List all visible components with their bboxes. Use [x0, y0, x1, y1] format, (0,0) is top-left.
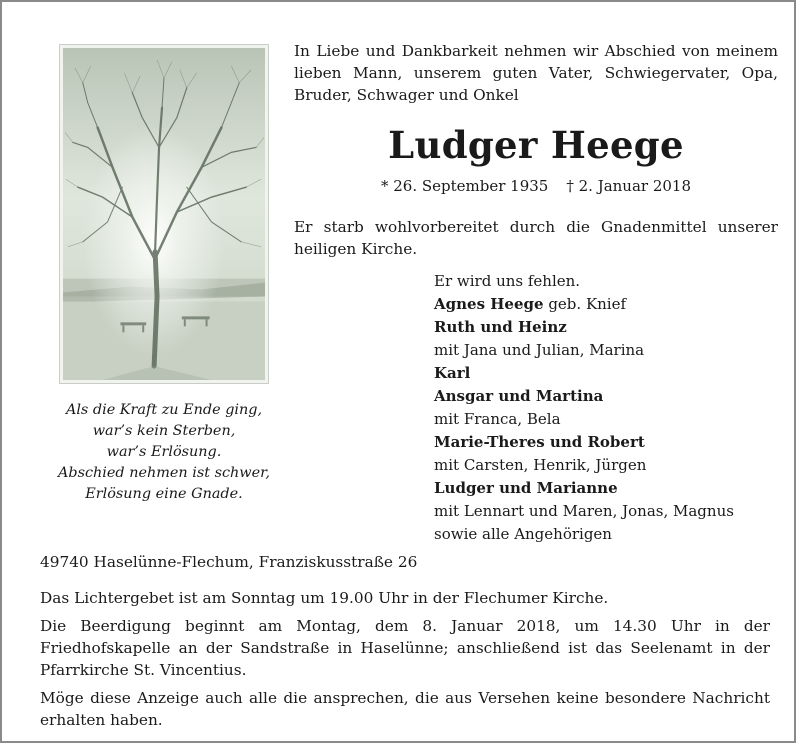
verse-line: Als die Kraft zu Ende ging, [65, 402, 263, 418]
address: 49740 Haselünne-Flechum, Franziskusstraße 26 [40, 553, 418, 571]
life-dates [294, 177, 778, 195]
mourner-name: Ruth und Heinz [434, 318, 567, 336]
notice-remark: Möge diese Anzeige auch alle die ansprechen, die aus Versehen keine besondere Nachricht erhalten haben. [40, 689, 770, 729]
verse-line: Abschied nehmen ist schwer, [57, 465, 271, 481]
verse [42, 400, 286, 505]
verse-line: Erlösung eine Gnade. [85, 486, 243, 502]
verse-line: war’s kein Sterben, [92, 423, 236, 439]
mourner-name: Ansgar und Martina [434, 387, 604, 405]
mourners-closing: sowie alle Angehörigen [434, 525, 612, 543]
mourner-children: mit Franca, Bela [434, 410, 561, 428]
prayer-info: Das Lichtergebet ist am Sonntag um 19.00 Uhr in der Flechumer Kirche. [40, 589, 609, 607]
faith-text: Er starb wohlvorbereitet durch die Gnadenmittel unserer heiligen Kirche. [294, 218, 778, 258]
mourners-opening: Er wird uns fehlen. [434, 272, 581, 290]
tree-in-sunlight-photo [63, 48, 265, 380]
mourner-children: mit Carsten, Henrik, Jürgen [434, 456, 647, 474]
mourner-name: Agnes Heege [434, 295, 544, 313]
death-date: † 2. Januar 2018 [566, 177, 692, 195]
deceased-name: Ludger Heege [388, 123, 684, 167]
tree-photo [59, 44, 269, 384]
birth-date: * 26. September 1935 [380, 177, 549, 195]
mourner-name: Ludger und Marianne [434, 479, 618, 497]
mourner-entry [434, 293, 784, 316]
intro-text: In Liebe und Dankbarkeit nehmen wir Abschied von meinem lieben Mann, unserem guten Vater, Schwiegervater, Opa, Bruder, Schwager und Onkel [294, 42, 778, 104]
funeral-info: Die Beerdigung beginnt am Montag, dem 8. Januar 2018, um 14.30 Uhr in der Friedhofskapelle an der Sandstraße in Haselünne; anschließend ist das Seelenamt in der Pfarrkirche St. Vincentius. [40, 617, 770, 679]
mourner-name: Marie-Theres und Robert [434, 433, 645, 451]
verse-line: war’s Erlösung. [106, 444, 222, 460]
mourners-list [434, 270, 784, 546]
maiden-name: geb. Knief [548, 295, 627, 313]
mourner-name: Karl [434, 364, 471, 382]
mourner-children: mit Jana und Julian, Marina [434, 341, 645, 359]
mourner-children: mit Lennart und Maren, Jonas, Magnus [434, 502, 734, 520]
